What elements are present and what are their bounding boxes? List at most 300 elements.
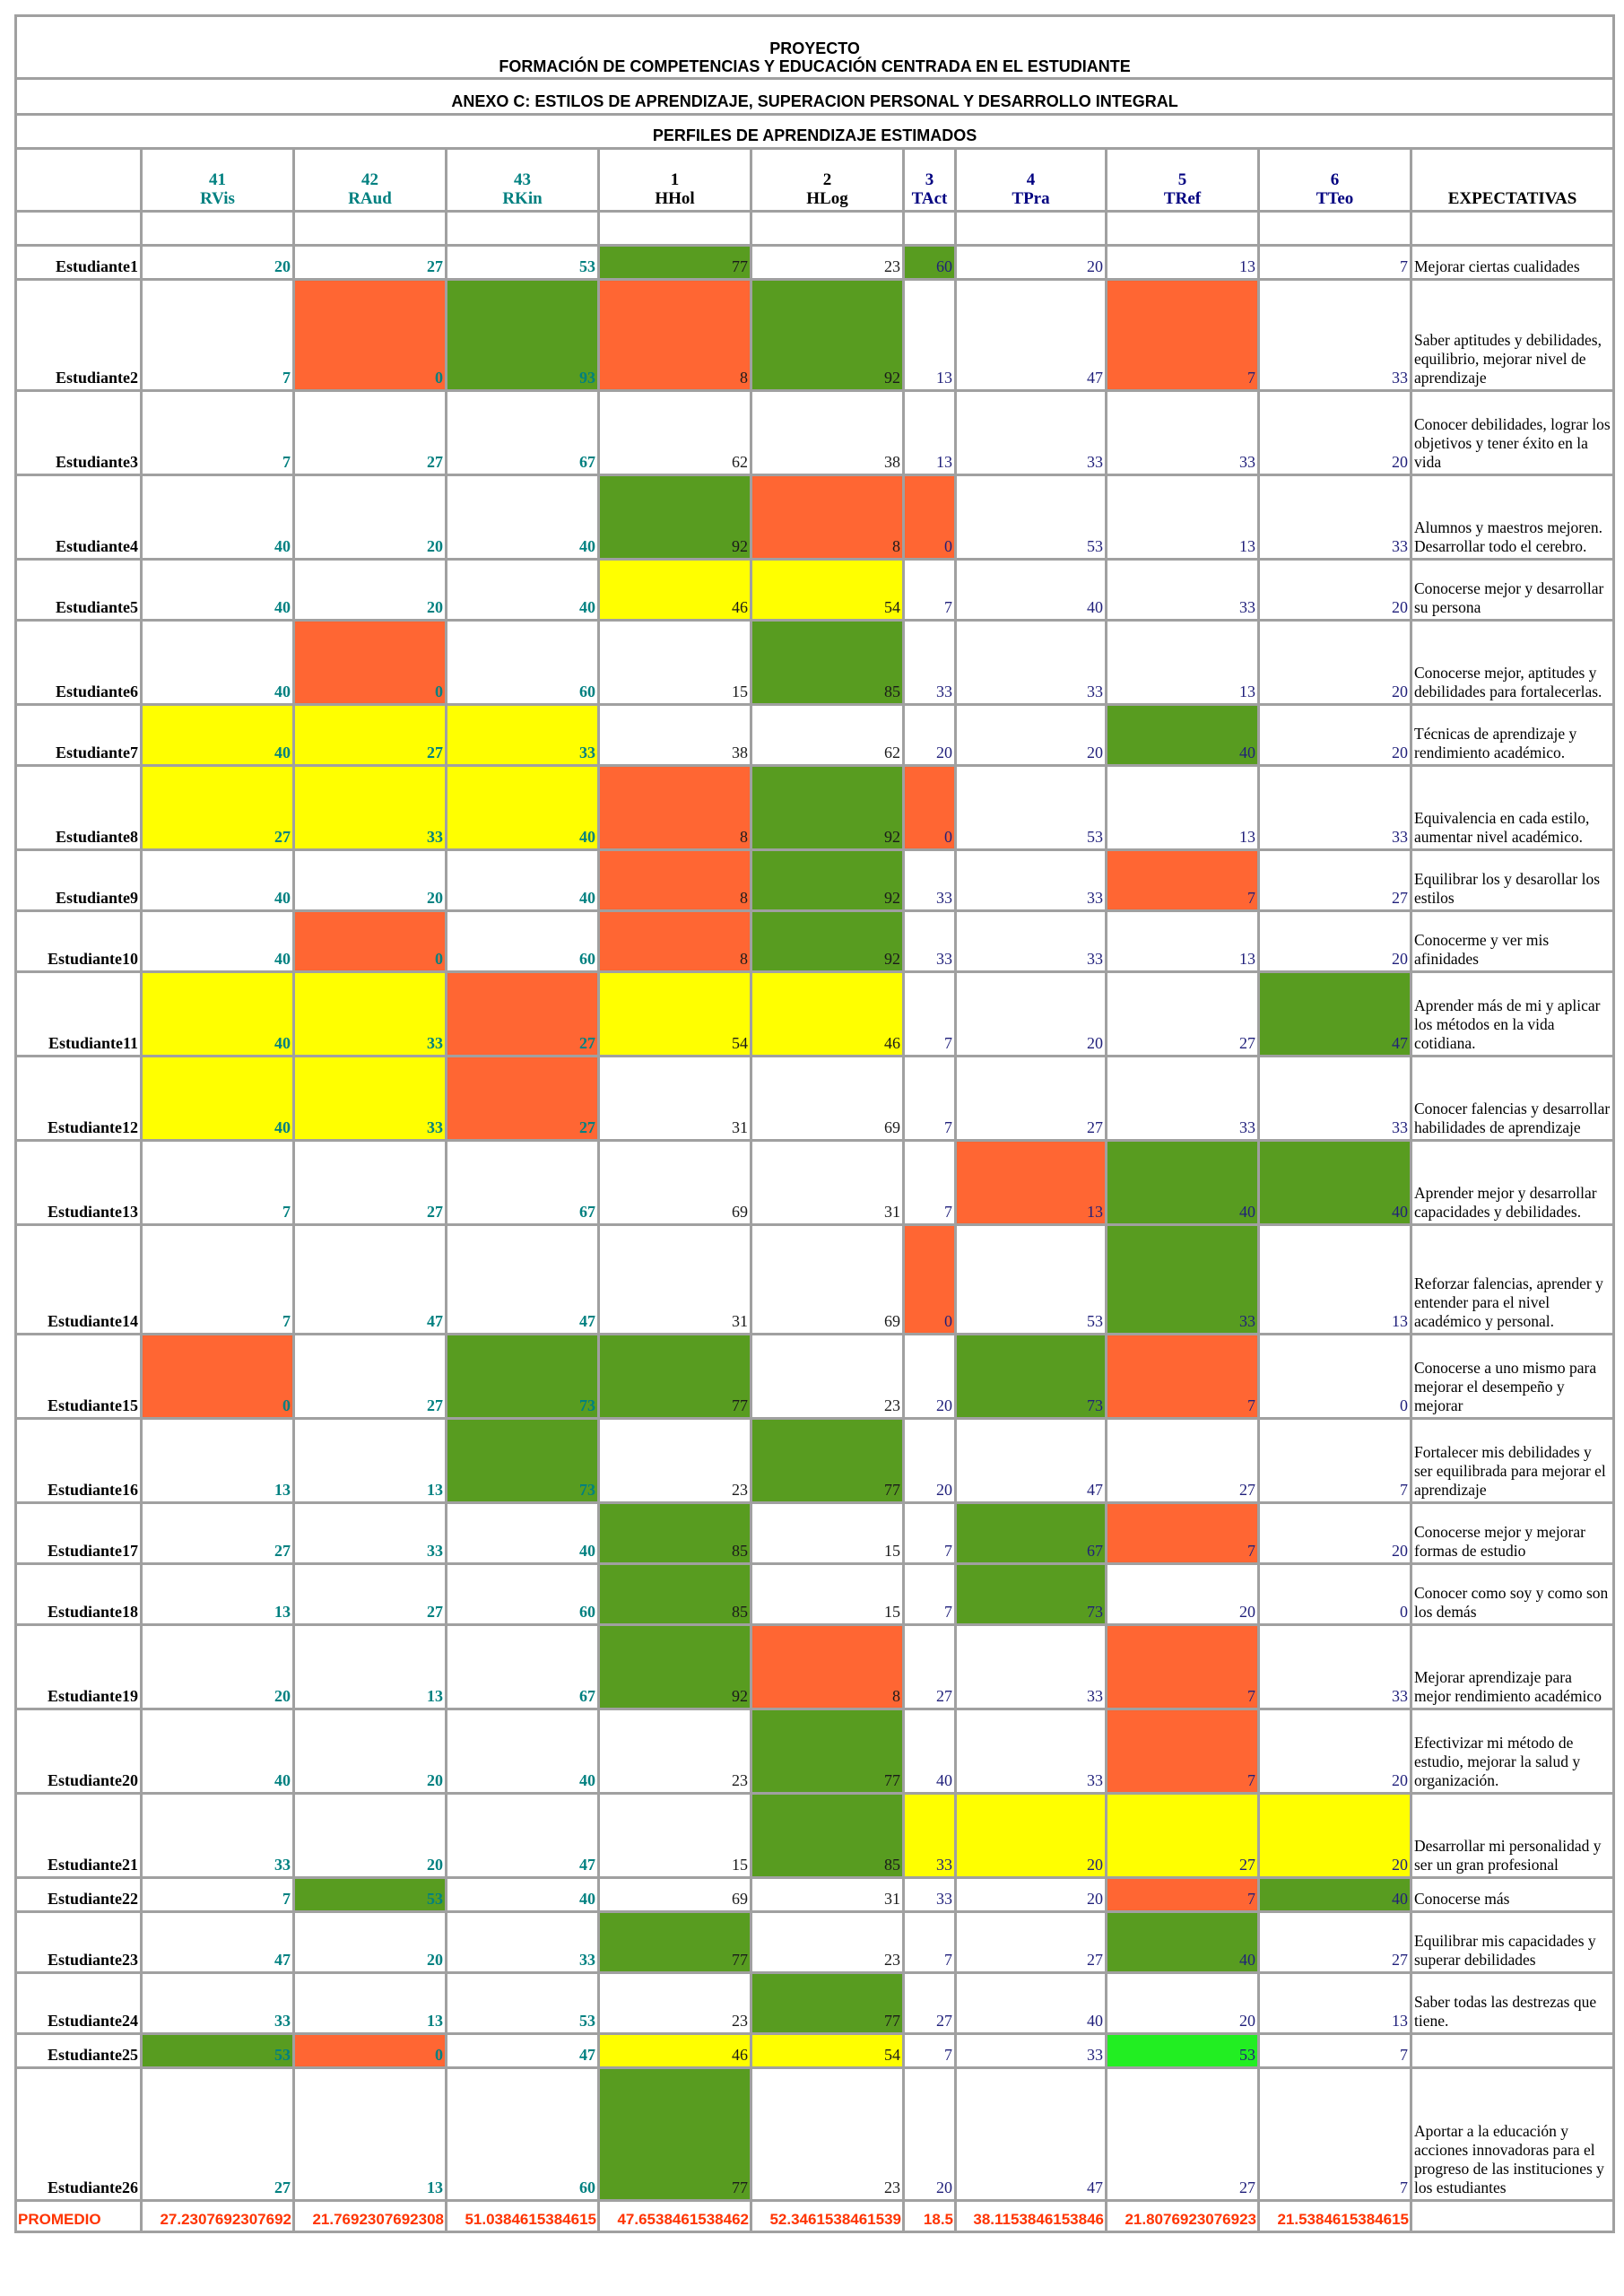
score-cell: 0 xyxy=(905,1226,957,1335)
score-cell: 33 xyxy=(295,767,447,851)
column-abbr: RAud xyxy=(348,189,392,208)
score-cell: 20 xyxy=(957,706,1107,767)
expectation-text: Técnicas de aprendizaje y rendimiento académico. xyxy=(1412,706,1612,767)
student-name: Estudiante21 xyxy=(17,1795,143,1879)
score-cell: 40 xyxy=(447,1504,600,1565)
score-cell: 40 xyxy=(447,561,600,622)
score-cell: 7 xyxy=(1107,851,1260,912)
score-cell: 62 xyxy=(752,706,905,767)
score-cell: 20 xyxy=(143,247,295,281)
student-row xyxy=(17,1974,1612,2035)
column-code: 4 xyxy=(1026,170,1036,189)
score-cell: 33 xyxy=(905,1879,957,1913)
column-header xyxy=(957,150,1107,213)
score-cell: 13 xyxy=(143,1565,295,1626)
score-cell: 46 xyxy=(600,2035,752,2069)
score-cell: 13 xyxy=(1107,767,1260,851)
score-cell: 33 xyxy=(905,622,957,706)
average-value: 51.0384615384615 xyxy=(447,2202,600,2231)
score-cell: 53 xyxy=(1107,2035,1260,2069)
column-abbr: TRef xyxy=(1163,189,1202,208)
score-cell: 31 xyxy=(600,1057,752,1142)
student-name: Estudiante7 xyxy=(17,706,143,767)
student-name: Estudiante2 xyxy=(17,281,143,392)
score-cell: 33 xyxy=(295,973,447,1057)
score-cell: 33 xyxy=(447,1913,600,1974)
column-code: 2 xyxy=(822,170,832,189)
student-row xyxy=(17,1420,1612,1504)
score-cell: 13 xyxy=(1260,1226,1412,1335)
score-cell: 92 xyxy=(752,281,905,392)
student-name: Estudiante15 xyxy=(17,1335,143,1420)
score-cell: 33 xyxy=(1107,392,1260,476)
student-name: Estudiante18 xyxy=(17,1565,143,1626)
score-cell: 54 xyxy=(752,561,905,622)
score-cell: 67 xyxy=(447,392,600,476)
student-row xyxy=(17,2035,1612,2069)
score-cell: 20 xyxy=(295,1710,447,1795)
student-row xyxy=(17,561,1612,622)
expectation-text: Conocerse mejor y mejorar formas de estudio xyxy=(1412,1504,1612,1565)
score-cell: 7 xyxy=(1107,1710,1260,1795)
expectations-header: EXPECTATIVAS xyxy=(1412,150,1612,213)
student-row xyxy=(17,392,1612,476)
score-cell: 13 xyxy=(295,1974,447,2035)
expectation-text: Fortalecer mis debilidades y ser equilibrada para mejorar el aprendizaje xyxy=(1412,1420,1612,1504)
score-cell: 13 xyxy=(957,1142,1107,1226)
expectation-text: Reforzar falencias, aprender y entender para el nivel académico y personal. xyxy=(1412,1226,1612,1335)
score-cell: 40 xyxy=(1107,706,1260,767)
score-cell: 33 xyxy=(1107,1057,1260,1142)
score-cell: 92 xyxy=(600,476,752,561)
score-cell: 23 xyxy=(600,1710,752,1795)
average-label: PROMEDIO xyxy=(17,2202,143,2231)
average-value: 27.2307692307692 xyxy=(143,2202,295,2231)
expectation-text: Aportar a la educación y acciones innovadoras para el progreso de las instituciones y los estudiantes xyxy=(1412,2069,1612,2202)
score-cell: 13 xyxy=(1107,622,1260,706)
score-cell: 92 xyxy=(752,767,905,851)
score-cell: 33 xyxy=(143,1795,295,1879)
average-value: 38.1153846153846 xyxy=(957,2202,1107,2231)
score-cell: 33 xyxy=(957,392,1107,476)
student-name: Estudiante4 xyxy=(17,476,143,561)
score-cell: 40 xyxy=(1260,1879,1412,1913)
score-cell: 73 xyxy=(447,1420,600,1504)
score-cell: 13 xyxy=(1107,912,1260,973)
expectation-text: Desarrollar mi personalidad y ser un gran profesional xyxy=(1412,1795,1612,1879)
score-cell: 20 xyxy=(1260,912,1412,973)
score-cell: 40 xyxy=(447,767,600,851)
score-cell: 40 xyxy=(957,1974,1107,2035)
student-name: Estudiante20 xyxy=(17,1710,143,1795)
student-name: Estudiante23 xyxy=(17,1913,143,1974)
student-name: Estudiante22 xyxy=(17,1879,143,1913)
score-cell: 40 xyxy=(447,851,600,912)
score-cell: 27 xyxy=(295,1565,447,1626)
score-cell: 0 xyxy=(295,281,447,392)
expectation-text: Conocerse mejor y desarrollar su persona xyxy=(1412,561,1612,622)
column-abbr: HHol xyxy=(655,189,695,208)
score-cell: 20 xyxy=(1107,1974,1260,2035)
score-cell: 33 xyxy=(957,622,1107,706)
score-cell: 15 xyxy=(752,1565,905,1626)
blank-cell xyxy=(295,213,447,247)
score-cell: 20 xyxy=(957,1795,1107,1879)
column-abbr: HLog xyxy=(806,189,848,208)
student-row xyxy=(17,2069,1612,2202)
score-cell: 53 xyxy=(447,247,600,281)
student-name: Estudiante16 xyxy=(17,1420,143,1504)
score-cell: 7 xyxy=(1260,2069,1412,2202)
score-cell: 27 xyxy=(905,1974,957,2035)
score-cell: 54 xyxy=(600,973,752,1057)
blank-cell xyxy=(905,213,957,247)
score-cell: 27 xyxy=(295,1335,447,1420)
score-cell: 13 xyxy=(905,392,957,476)
score-cell: 27 xyxy=(1107,973,1260,1057)
expectation-text: Conocer falencias y desarrollar habilidades de aprendizaje xyxy=(1412,1057,1612,1142)
student-name: Estudiante10 xyxy=(17,912,143,973)
score-cell: 60 xyxy=(447,1565,600,1626)
score-cell: 47 xyxy=(957,1420,1107,1504)
score-cell: 0 xyxy=(295,912,447,973)
expectation-text: Conocer como soy y como son los demás xyxy=(1412,1565,1612,1626)
score-cell: 40 xyxy=(143,622,295,706)
score-cell: 47 xyxy=(295,1226,447,1335)
score-cell: 40 xyxy=(957,561,1107,622)
score-cell: 20 xyxy=(1260,392,1412,476)
student-row xyxy=(17,476,1612,561)
score-cell: 7 xyxy=(143,1226,295,1335)
score-cell: 8 xyxy=(600,281,752,392)
score-cell: 46 xyxy=(600,561,752,622)
score-cell: 7 xyxy=(143,1879,295,1913)
expectation-text: Conocer debilidades, lograr los objetivos y tener éxito en la vida xyxy=(1412,392,1612,476)
score-cell: 13 xyxy=(295,1626,447,1710)
annex-title: ANEXO C: ESTILOS DE APRENDIZAJE, SUPERACION PERSONAL Y DESARROLLO INTEGRAL xyxy=(17,80,1612,116)
score-cell: 47 xyxy=(1260,973,1412,1057)
column-abbr: RKin xyxy=(502,189,543,208)
column-header xyxy=(295,150,447,213)
score-cell: 20 xyxy=(295,561,447,622)
score-cell: 0 xyxy=(295,2035,447,2069)
average-value: 18.5 xyxy=(905,2202,957,2231)
column-abbr: RVis xyxy=(200,189,235,208)
expectation-text: Equilibrar los y desarollar los estilos xyxy=(1412,851,1612,912)
average-value: 47.6538461538462 xyxy=(600,2202,752,2231)
score-cell: 20 xyxy=(1260,1710,1412,1795)
project-title-line1: PROYECTO xyxy=(769,39,860,57)
score-cell: 27 xyxy=(1107,1795,1260,1879)
column-header xyxy=(600,150,752,213)
score-cell: 47 xyxy=(447,1795,600,1879)
score-cell: 33 xyxy=(1260,1626,1412,1710)
score-cell: 40 xyxy=(143,561,295,622)
score-cell: 7 xyxy=(1107,1879,1260,1913)
student-row xyxy=(17,706,1612,767)
score-cell: 40 xyxy=(1107,1142,1260,1226)
score-cell: 20 xyxy=(1107,1565,1260,1626)
score-cell: 47 xyxy=(957,281,1107,392)
score-cell: 7 xyxy=(1107,1504,1260,1565)
student-row xyxy=(17,767,1612,851)
score-cell: 7 xyxy=(905,1565,957,1626)
score-cell: 27 xyxy=(295,392,447,476)
expectation-text: Aprender mejor y desarrollar capacidades y debilidades. xyxy=(1412,1142,1612,1226)
student-name: Estudiante19 xyxy=(17,1626,143,1710)
score-cell: 54 xyxy=(752,2035,905,2069)
average-value: 21.7692307692308 xyxy=(295,2202,447,2231)
score-cell: 8 xyxy=(752,1626,905,1710)
score-cell: 53 xyxy=(957,476,1107,561)
score-cell: 20 xyxy=(905,2069,957,2202)
score-cell: 23 xyxy=(600,1974,752,2035)
average-empty-cell xyxy=(1412,2202,1612,2231)
score-cell: 46 xyxy=(752,973,905,1057)
score-cell: 40 xyxy=(143,476,295,561)
score-cell: 62 xyxy=(600,392,752,476)
score-cell: 77 xyxy=(600,247,752,281)
score-cell: 40 xyxy=(143,973,295,1057)
score-cell: 38 xyxy=(600,706,752,767)
score-cell: 85 xyxy=(600,1504,752,1565)
expectation-text: Conocerse mejor, aptitudes y debilidades para fortalecerlas. xyxy=(1412,622,1612,706)
score-cell: 53 xyxy=(295,1879,447,1913)
score-cell: 20 xyxy=(905,1335,957,1420)
score-cell: 33 xyxy=(905,1795,957,1879)
score-cell: 53 xyxy=(143,2035,295,2069)
column-code: 6 xyxy=(1330,170,1340,189)
score-cell: 33 xyxy=(447,706,600,767)
score-cell: 23 xyxy=(752,247,905,281)
average-row xyxy=(17,2202,1612,2231)
score-cell: 33 xyxy=(905,912,957,973)
score-cell: 77 xyxy=(752,1974,905,2035)
score-cell: 7 xyxy=(143,281,295,392)
score-cell: 13 xyxy=(1107,247,1260,281)
score-cell: 27 xyxy=(447,1057,600,1142)
score-cell: 92 xyxy=(752,851,905,912)
student-row xyxy=(17,1626,1612,1710)
score-cell: 67 xyxy=(447,1626,600,1710)
score-cell: 85 xyxy=(752,1795,905,1879)
expectation-text: Saber todas las destrezas que tiene. xyxy=(1412,1974,1612,2035)
score-cell: 27 xyxy=(1260,851,1412,912)
blank-cell xyxy=(1107,213,1260,247)
student-row xyxy=(17,1335,1612,1420)
student-name: Estudiante6 xyxy=(17,622,143,706)
column-abbr: TAct xyxy=(911,189,948,208)
score-cell: 85 xyxy=(600,1565,752,1626)
score-cell: 40 xyxy=(1260,1142,1412,1226)
score-cell: 7 xyxy=(1107,281,1260,392)
score-cell: 33 xyxy=(957,2035,1107,2069)
score-cell: 33 xyxy=(1260,281,1412,392)
student-row xyxy=(17,973,1612,1057)
score-cell: 40 xyxy=(143,851,295,912)
column-code: 3 xyxy=(925,170,934,189)
score-cell: 31 xyxy=(752,1142,905,1226)
score-cell: 13 xyxy=(905,281,957,392)
expectation-text: Aprender más de mi y aplicar los métodos en la vida cotidiana. xyxy=(1412,973,1612,1057)
column-abbr: TTeo xyxy=(1316,189,1354,208)
score-cell: 0 xyxy=(143,1335,295,1420)
score-cell: 47 xyxy=(957,2069,1107,2202)
blank-cell xyxy=(447,213,600,247)
section-title: PERFILES DE APRENDIZAJE ESTIMADOS xyxy=(17,116,1612,150)
average-value: 52.3461538461539 xyxy=(752,2202,905,2231)
score-cell: 40 xyxy=(143,706,295,767)
score-cell: 53 xyxy=(447,1974,600,2035)
score-cell: 15 xyxy=(600,1795,752,1879)
student-name: Estudiante1 xyxy=(17,247,143,281)
score-cell: 27 xyxy=(447,973,600,1057)
score-cell: 27 xyxy=(295,1142,447,1226)
expectation-text: Equivalencia en cada estilo, aumentar nivel académico. xyxy=(1412,767,1612,851)
score-cell: 13 xyxy=(1107,476,1260,561)
student-name: Estudiante5 xyxy=(17,561,143,622)
average-value: 21.8076923076923 xyxy=(1107,2202,1260,2231)
score-cell: 69 xyxy=(752,1057,905,1142)
score-cell: 8 xyxy=(752,476,905,561)
score-cell: 33 xyxy=(1260,767,1412,851)
score-cell: 31 xyxy=(752,1879,905,1913)
score-cell: 33 xyxy=(957,1626,1107,1710)
student-name: Estudiante3 xyxy=(17,392,143,476)
score-cell: 77 xyxy=(752,1710,905,1795)
student-name: Estudiante13 xyxy=(17,1142,143,1226)
score-cell: 33 xyxy=(1107,1226,1260,1335)
blank-cell xyxy=(957,213,1107,247)
score-cell: 31 xyxy=(600,1226,752,1335)
expectation-text: Efectivizar mi método de estudio, mejorar la salud y organización. xyxy=(1412,1710,1612,1795)
score-cell: 23 xyxy=(600,1420,752,1504)
score-cell: 77 xyxy=(600,1913,752,1974)
score-cell: 60 xyxy=(447,622,600,706)
score-cell: 7 xyxy=(905,973,957,1057)
score-cell: 38 xyxy=(752,392,905,476)
score-cell: 0 xyxy=(905,767,957,851)
score-cell: 73 xyxy=(447,1335,600,1420)
score-cell: 73 xyxy=(957,1565,1107,1626)
score-cell: 20 xyxy=(957,1879,1107,1913)
student-row xyxy=(17,1504,1612,1565)
student-row xyxy=(17,1913,1612,1974)
expectation-text: Mejorar aprendizaje para mejor rendimiento académico xyxy=(1412,1626,1612,1710)
average-value: 21.5384615384615 xyxy=(1260,2202,1412,2231)
score-cell: 27 xyxy=(143,2069,295,2202)
score-cell: 20 xyxy=(295,1913,447,1974)
score-cell: 20 xyxy=(1260,1795,1412,1879)
score-cell: 47 xyxy=(143,1913,295,1974)
score-cell: 40 xyxy=(143,912,295,973)
score-cell: 20 xyxy=(295,851,447,912)
score-cell: 8 xyxy=(600,851,752,912)
column-header xyxy=(143,150,295,213)
score-cell: 60 xyxy=(905,247,957,281)
column-code: 43 xyxy=(514,170,531,189)
score-cell: 27 xyxy=(957,1057,1107,1142)
student-row xyxy=(17,1795,1612,1879)
score-cell: 7 xyxy=(143,392,295,476)
score-cell: 20 xyxy=(295,476,447,561)
student-name: Estudiante25 xyxy=(17,2035,143,2069)
score-cell: 27 xyxy=(143,767,295,851)
column-header xyxy=(752,150,905,213)
student-row xyxy=(17,1142,1612,1226)
score-cell: 33 xyxy=(295,1504,447,1565)
score-cell: 20 xyxy=(905,706,957,767)
score-cell: 20 xyxy=(1260,1504,1412,1565)
student-name: Estudiante9 xyxy=(17,851,143,912)
score-cell: 13 xyxy=(143,1420,295,1504)
score-cell: 60 xyxy=(447,2069,600,2202)
score-cell: 60 xyxy=(447,912,600,973)
expectation-text: Conocerse más xyxy=(1412,1879,1612,1913)
student-row xyxy=(17,281,1612,392)
score-cell: 13 xyxy=(1260,1974,1412,2035)
project-title-line2: FORMACIÓN DE COMPETENCIAS Y EDUCACIÓN CENTRADA EN EL ESTUDIANTE xyxy=(499,57,1131,75)
score-cell: 40 xyxy=(447,1879,600,1913)
score-cell: 13 xyxy=(295,2069,447,2202)
score-cell: 69 xyxy=(752,1226,905,1335)
score-cell: 15 xyxy=(600,622,752,706)
score-cell: 20 xyxy=(1260,706,1412,767)
score-cell: 53 xyxy=(957,767,1107,851)
expectation-text: Conocerme y ver mis afinidades xyxy=(1412,912,1612,973)
score-cell: 7 xyxy=(143,1142,295,1226)
score-cell: 77 xyxy=(600,1335,752,1420)
column-abbr: TPra xyxy=(1012,189,1050,208)
score-cell: 33 xyxy=(1107,561,1260,622)
column-header xyxy=(905,150,957,213)
score-cell: 20 xyxy=(905,1420,957,1504)
score-cell: 33 xyxy=(295,1057,447,1142)
student-name: Estudiante8 xyxy=(17,767,143,851)
score-cell: 33 xyxy=(957,1710,1107,1795)
score-cell: 73 xyxy=(957,1335,1107,1420)
score-cell: 7 xyxy=(905,1504,957,1565)
score-cell: 0 xyxy=(295,622,447,706)
score-cell: 7 xyxy=(1260,247,1412,281)
score-cell: 20 xyxy=(957,973,1107,1057)
column-code: 5 xyxy=(1177,170,1187,189)
score-cell: 23 xyxy=(752,1913,905,1974)
score-cell: 53 xyxy=(957,1226,1107,1335)
expectation-text: Equilibrar mis capacidades y superar debilidades xyxy=(1412,1913,1612,1974)
score-cell: 7 xyxy=(905,1913,957,1974)
score-cell: 40 xyxy=(905,1710,957,1795)
score-cell: 0 xyxy=(1260,1565,1412,1626)
blank-cell xyxy=(752,213,905,247)
expectation-text: Alumnos y maestros mejoren. Desarrollar todo el cerebro. xyxy=(1412,476,1612,561)
score-cell: 7 xyxy=(1107,1335,1260,1420)
column-code: 41 xyxy=(209,170,226,189)
score-cell: 20 xyxy=(957,247,1107,281)
score-cell: 40 xyxy=(1107,1913,1260,1974)
column-header xyxy=(1260,150,1412,213)
expectation-text: Mejorar ciertas cualidades xyxy=(1412,247,1612,281)
score-cell: 27 xyxy=(143,1504,295,1565)
score-cell: 7 xyxy=(905,561,957,622)
score-cell: 20 xyxy=(1260,561,1412,622)
score-cell: 27 xyxy=(1107,1420,1260,1504)
student-name: Estudiante26 xyxy=(17,2069,143,2202)
student-name: Estudiante24 xyxy=(17,1974,143,2035)
score-cell: 77 xyxy=(752,1420,905,1504)
student-name: Estudiante11 xyxy=(17,973,143,1057)
score-cell: 23 xyxy=(752,2069,905,2202)
